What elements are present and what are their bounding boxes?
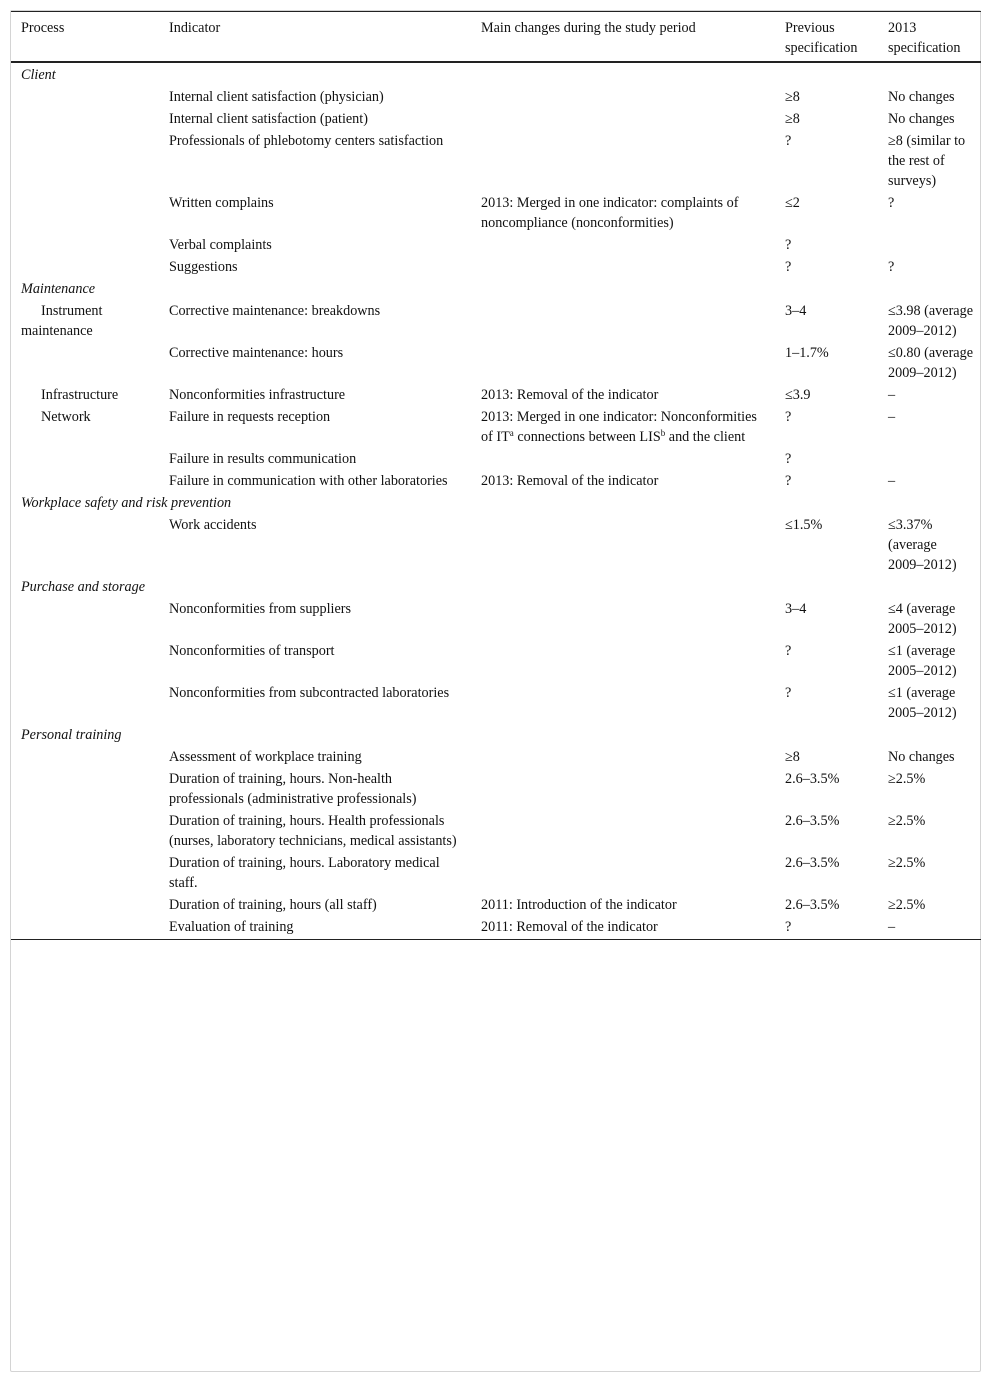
process-cell	[11, 343, 159, 385]
table-row	[11, 131, 981, 193]
table-header-row	[11, 12, 981, 63]
spec-2013-cell: ≤3.98 (average 2009–2012)	[888, 303, 973, 339]
process-cell	[11, 257, 159, 279]
indicator-cell: Internal client satisfaction (physician)	[169, 89, 384, 105]
table-row	[11, 853, 981, 895]
changes-cell	[471, 515, 775, 577]
spec-2013-cell: No changes	[888, 89, 955, 105]
indicator-cell: Corrective maintenance: breakdowns	[169, 303, 381, 319]
previous-spec-cell: ≤3.9	[785, 387, 811, 403]
process-cell	[11, 769, 159, 811]
process-cell	[11, 641, 159, 683]
previous-spec-cell: ?	[785, 259, 792, 275]
changes-cell: 2013: Removal of the indicator	[481, 473, 659, 489]
section-label-client: Client	[21, 67, 56, 83]
indicator-cell: Nonconformities of transport	[169, 643, 335, 659]
previous-spec-cell: ?	[785, 237, 792, 253]
process-cell	[11, 235, 159, 257]
table-row	[11, 515, 981, 577]
previous-spec-cell: ≤1.5%	[785, 517, 823, 533]
process-cell	[11, 853, 159, 895]
spec-2013-cell: ≥2.5%	[888, 771, 926, 787]
changes-cell	[471, 683, 775, 725]
previous-spec-cell: 3–4	[785, 303, 807, 319]
process-cell	[11, 193, 159, 235]
changes-cell: 2011: Removal of the indicator	[481, 919, 658, 935]
table-row	[11, 109, 981, 131]
table-row	[11, 87, 981, 109]
table-row	[11, 683, 981, 725]
previous-spec-cell: ?	[785, 409, 792, 425]
section-label-maintenance: Maintenance	[21, 281, 96, 297]
subprocess-instrument-maintenance: Instrument maintenance	[21, 303, 103, 339]
previous-spec-cell: ≤2	[785, 195, 800, 211]
process-cell	[11, 683, 159, 725]
previous-spec-cell: ≥8	[785, 111, 800, 127]
section-row	[11, 493, 981, 515]
changes-cell: 2011: Introduction of the indicator	[481, 897, 677, 913]
spec-2013-cell: No changes	[888, 749, 955, 765]
spec-2013-cell: ≥8 (similar to the rest of surveys)	[888, 133, 966, 189]
changes-cell	[471, 301, 775, 343]
spec-2013-cell: ?	[888, 195, 895, 211]
previous-spec-cell: 2.6–3.5%	[785, 813, 840, 829]
indicator-cell: Nonconformities from suppliers	[169, 601, 352, 617]
indicator-cell: Evaluation of training	[169, 919, 294, 935]
spec-2013-cell: ≤4 (average 2005–2012)	[888, 601, 957, 637]
table-row	[11, 599, 981, 641]
table-row	[11, 385, 981, 407]
spec-2013-cell: ≥2.5%	[888, 813, 926, 829]
changes-cell	[471, 87, 775, 109]
subprocess-infrastructure: Infrastructure	[41, 387, 119, 403]
previous-spec-cell: 2.6–3.5%	[785, 897, 840, 913]
indicator-cell: Failure in requests reception	[169, 409, 331, 425]
indicator-cell: Internal client satisfaction (patient)	[169, 111, 368, 127]
table-row	[11, 747, 981, 769]
indicator-cell: Work accidents	[169, 517, 257, 533]
spec-2013-cell: –	[888, 473, 896, 489]
spec-2013-cell: –	[888, 919, 896, 935]
process-cell	[11, 747, 159, 769]
indicators-table	[11, 11, 981, 940]
spec-2013-cell: ≥2.5%	[888, 855, 926, 871]
indicator-cell: Assessment of workplace training	[169, 749, 362, 765]
previous-spec-cell: ≥8	[785, 749, 800, 765]
spec-2013-cell: No changes	[888, 111, 955, 127]
indicator-cell: Professionals of phlebotomy centers satisfaction	[169, 133, 444, 149]
section-row	[11, 279, 981, 301]
table-row	[11, 235, 981, 257]
previous-spec-cell: 3–4	[785, 601, 807, 617]
header-previous-specification: Previous specification	[785, 20, 858, 56]
spec-2013-cell: ≤0.80 (average 2009–2012)	[888, 345, 973, 381]
table-row	[11, 641, 981, 683]
changes-text: and the client	[665, 429, 746, 445]
table-row	[11, 811, 981, 853]
process-cell	[11, 87, 159, 109]
changes-cell	[471, 811, 775, 853]
section-row	[11, 62, 981, 87]
changes-cell: 2013: Merged in one indicator: complaints of noncompliance (nonconformities)	[481, 195, 739, 231]
table-row	[11, 895, 981, 917]
spec-2013-cell: –	[888, 409, 896, 425]
previous-spec-cell: ?	[785, 643, 792, 659]
spec-2013-cell: ≥2.5%	[888, 897, 926, 913]
previous-spec-cell: ?	[785, 473, 792, 489]
table-row	[11, 917, 981, 940]
section-label-personal-training: Personal training	[21, 727, 122, 743]
indicator-cell: Nonconformities from subcontracted laboratories	[169, 685, 450, 701]
table-row	[11, 471, 981, 493]
header-indicator: Indicator	[169, 20, 221, 36]
process-cell	[11, 449, 159, 471]
previous-spec-cell: 2.6–3.5%	[785, 855, 840, 871]
changes-cell	[471, 599, 775, 641]
header-main-changes: Main changes during the study period	[481, 20, 696, 36]
table-row	[11, 343, 981, 385]
indicator-cell: Suggestions	[169, 259, 238, 275]
changes-text: connections between LIS	[513, 429, 661, 445]
process-cell	[11, 917, 159, 940]
previous-spec-cell: 2.6–3.5%	[785, 771, 840, 787]
footnote-marker-b: b	[660, 428, 666, 438]
indicator-cell: Duration of training, hours. Laboratory medical staff.	[169, 855, 440, 891]
changes-cell	[471, 449, 775, 471]
changes-cell	[471, 131, 775, 193]
spec-2013-cell	[878, 449, 981, 471]
previous-spec-cell: ?	[785, 451, 792, 467]
previous-spec-cell: 1–1.7%	[785, 345, 829, 361]
spec-2013-cell	[878, 235, 981, 257]
process-cell	[11, 895, 159, 917]
previous-spec-cell: ?	[785, 133, 792, 149]
changes-cell	[471, 407, 775, 449]
header-2013-specification: 2013 specification	[888, 20, 961, 56]
process-cell	[11, 471, 159, 493]
changes-cell	[471, 747, 775, 769]
spec-2013-cell: ?	[888, 259, 895, 275]
changes-cell	[471, 769, 775, 811]
process-cell	[11, 811, 159, 853]
spec-2013-cell: ≤1 (average 2005–2012)	[888, 643, 957, 679]
changes-cell	[471, 641, 775, 683]
process-cell	[11, 515, 159, 577]
subprocess-network: Network	[41, 409, 91, 425]
changes-cell	[471, 257, 775, 279]
header-process: Process	[21, 20, 65, 36]
indicator-cell: Duration of training, hours. Non-health professionals (administrative professionals)	[169, 771, 417, 807]
indicator-cell: Verbal complaints	[169, 237, 272, 253]
changes-cell	[471, 109, 775, 131]
indicator-cell: Corrective maintenance: hours	[169, 345, 344, 361]
section-row	[11, 577, 981, 599]
indicator-cell: Failure in communication with other laboratories	[169, 473, 448, 489]
process-cell	[11, 599, 159, 641]
table-row	[11, 193, 981, 235]
spec-2013-cell: ≤1 (average 2005–2012)	[888, 685, 957, 721]
section-label-purchase-storage: Purchase and storage	[21, 579, 145, 595]
table-row	[11, 769, 981, 811]
indicator-cell: Written complains	[169, 195, 274, 211]
process-cell	[11, 131, 159, 193]
changes-cell	[471, 853, 775, 895]
indicator-cell: Duration of training, hours. Health professionals (nurses, laboratory technicians, medical assistants)	[169, 813, 457, 849]
changes-cell	[471, 343, 775, 385]
spec-2013-cell: ≤3.37% (average 2009–2012)	[888, 517, 957, 573]
indicator-cell: Failure in results communication	[169, 451, 357, 467]
table-row	[11, 301, 981, 343]
table-row	[11, 449, 981, 471]
process-cell	[11, 109, 159, 131]
section-label-workplace-safety: Workplace safety and risk prevention	[21, 495, 232, 511]
changes-cell	[471, 235, 775, 257]
spec-2013-cell: –	[888, 387, 896, 403]
indicator-cell: Duration of training, hours (all staff)	[169, 897, 377, 913]
changes-text: 2013: Merged in one indicator: Nonconformities of IT	[481, 409, 757, 445]
previous-spec-cell: ?	[785, 919, 792, 935]
indicator-cell: Nonconformities infrastructure	[169, 387, 346, 403]
changes-cell: 2013: Removal of the indicator	[481, 387, 659, 403]
section-row	[11, 725, 981, 747]
footnote-marker-a: a	[509, 428, 514, 438]
previous-spec-cell: ?	[785, 685, 792, 701]
previous-spec-cell: ≥8	[785, 89, 800, 105]
table-row	[11, 257, 981, 279]
table-row	[11, 407, 981, 449]
